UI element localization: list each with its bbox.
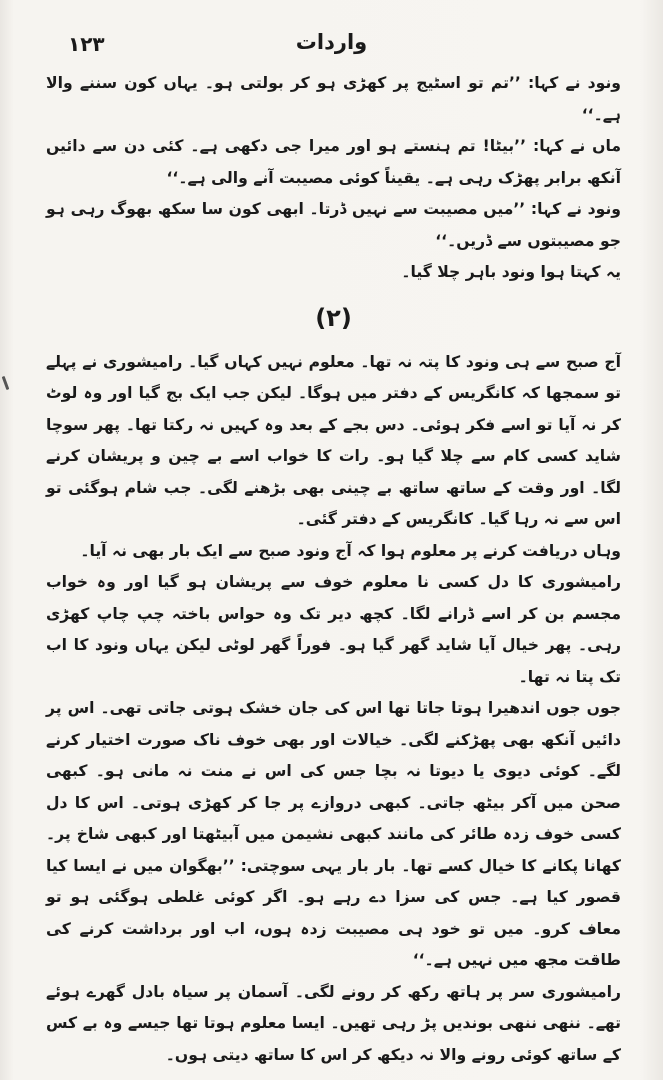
paragraph: یہ کہتا ہوا ونود باہر چلا گیا۔ [401, 263, 621, 281]
page-number: ۱۲۳ [68, 32, 105, 56]
section-marker: (۲) [315, 303, 352, 332]
running-title: واردات [295, 30, 368, 54]
paragraph: وہاں دریافت کرنے پر معلوم ہوا کہ آج ونود صبح سے ایک بار بھی نہ آیا۔ [80, 541, 621, 560]
paragraph: آج صبح سے ہی ونود کا پتہ نہ تھا۔ معلوم نہیں کہاں گیا۔ رامیشوری نے پہلے تو سمجھا کہ کانگریس کے دفتر میں ہوگا۔ لیکن جب ایک بج گیا اور وہ لوٹ کر نہ آیا تو اسے فکر ہوئی۔ دس بجے کے بعد وہ کہیں نہ رکتا تھا۔ پھر سوچا شاید کسی کام سے چلا گیا ہو۔ رات کا خواب اسے بے چین و پریشان کرنے لگا۔ اور وقت کے ساتھ ساتھ بے چینی بھی بڑھنے لگی۔ جب شام ہوگئی تو اس سے نہ رہا گیا۔ کانگریس کے دفتر گئی۔ [46, 352, 621, 528]
paragraph: جوں جوں اندھیرا ہوتا جاتا تھا اس کی جان خشک ہوتی جاتی تھی۔ اس پر دائیں آنکھ بھی پھڑکنے لگی۔ خیالات اور بھی خوف ناک صورت اختیار کرنے لگے۔ کوئی دیوی یا دیوتا نہ بچا جس کی اس نے منت نہ مانی ہو۔ کبھی صحن میں آکر بیٹھ جاتی۔ کبھی دروازے پر جا کر کھڑی ہوتی۔ اس کا دل کسی خوف زدہ طائر کی مانند کبھی نشیمن میں آبیٹھتا اور کبھی شاخ پر۔ کھانا پکانے کا خیال کسے تھا۔ بار بار یہی سوچتی: ’’بھگوان میں نے ایسا کیا قصور کیا ہے۔ جس کی سزا دے رہے ہو۔ اگر کوئی غلطی ہوگئی ہو تو معاف کرو۔ میں تو خود ہی مصیبت زدہ ہوں، اب اور برداشت کرنے کی طاقت مجھ میں نہیں ہے۔‘‘ [46, 699, 621, 969]
paragraph: رامیشوری کا دل کسی نا معلوم خوف سے پریشان ہو گیا اور وہ خواب مجسم بن کر اسے ڈرانے لگا۔ کچھ دیر تک وہ حواس باختہ چپ چاپ کھڑی رہی۔ پھر خیال آیا شاید گھر گیا ہو۔ فوراً گھر لوٹی لیکن یہاں ونود کا اب تک پتا نہ تھا۔ [46, 573, 621, 686]
paragraph: ونود نے کہا: ’’میں مصیبت سے نہیں ڈرتا۔ ابھی کون سا سکھ بھوگ رہی ہو جو مصیبتوں سے ڈریں۔‘‘ [46, 200, 621, 250]
page-header [60, 28, 603, 68]
paragraph: ماں نے کہا: ’’بیٹا! تم ہنستے ہو اور میرا جی دکھی ہے۔ کئی دن سے دائیں آنکھ برابر پھڑک رہی ہے۔ یقیناً کوئی مصیبت آنے والی ہے۔‘‘ [46, 137, 621, 187]
paragraph: ونود نے کہا: ’’تم تو اسٹیج پر کھڑی ہو کر بولتی ہو۔ یہاں کون سننے والا ہے۔‘‘ [46, 74, 621, 124]
paragraph: رامیشوری سر پر ہاتھ رکھ کر رونے لگی۔ آسمان پر سیاہ بادل گھرے ہوئے تھے۔ ننھی ننھی بوندیں پڑ رہی تھیں۔ ایسا معلوم ہوتا تھا جیسے وہ بے کس کے ساتھ کوئی رونے والا نہ دیکھ کر اس کا ساتھ دیتی ہوں۔ [46, 982, 621, 1064]
page-body [46, 68, 621, 1071]
margin-mark [2, 376, 10, 390]
